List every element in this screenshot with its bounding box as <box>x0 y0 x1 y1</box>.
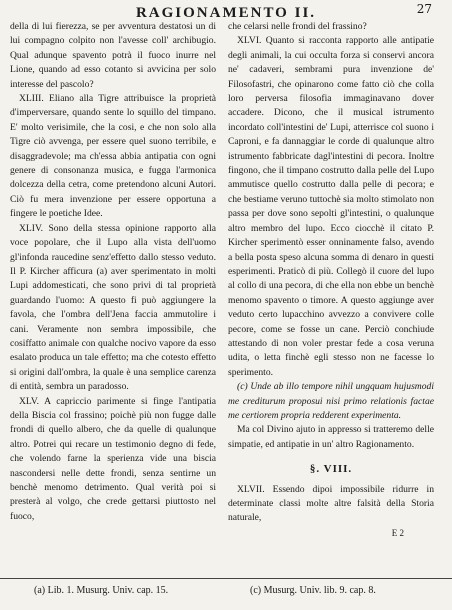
latin-quote: (c) Unde ab illo tempore nihil ungquam hujusmodi me crediturum proposui nisi primo relationis factae me certiorem propria redderent experimenta. <box>228 381 434 421</box>
footnotes <box>0 578 452 605</box>
paragraph-xlv: XLV. A capriccio parimente si finge l'antipatia della Biscia col frassino; poichè più non fugge dalle frondi di quello albero, che da quelle di qualunque altro. Potrei qui recare un testimonio degno di fede, che volendo farne la sperienza vide una biscia nascondersi nelle dette frondi, senza sentirne un benchè menomo detrimento. Qual verità poi si presterà al volgo, che crede gettarsi piuttosto nel fuoco, <box>10 395 216 522</box>
signature-mark: E 2 <box>391 527 404 538</box>
paragraph: che celarsi nelle frondi del frassino? <box>228 21 367 32</box>
page-number: 27 <box>416 2 432 16</box>
paragraph-xliv: XLIV. Sono della stessa opinione rapporto alla voce popolare, che il Lupo alla vista dell'uomo gl'infonda raucedine senz'effetto dallo stesso veduto. Il P. Kircher afficura (a) aver sperimentato in molti Lupi addomesticati, che sono privi di tal proprietà guardando l'uomo: A questo fi può aggiungere la favola, che l'ombra dell'Jena faccia ammutolire i cani. Veramente non sembra impossibile, che cosiffatto animale con qualche nocivo vapore da esso esalato produca un tale effetto; ma che cotesto effetto si origini dall'ombra, la quale è una semplice carenza di entità, sembra un paradosso. <box>10 222 216 393</box>
paragraph: della di lui fierezza, se per avventura destatosi un di lui compagno colpito non l'avesse coll' archibugio. Qual adunque spavento potrà il fuoco inurre nel Lione, quando ad esso cotanto si avvicina per solo interesse del pascolo? <box>10 21 216 90</box>
paragraph-xlvii: XLVII. Essendo dipoi impossibile ridurre in determinate classi molte altre falsità della Storia naturale, <box>228 483 434 524</box>
right-column <box>228 20 434 540</box>
footnote-left: (a) Lib. 1. Musurg. Univ. cap. 15. <box>34 585 169 596</box>
page-header <box>0 2 452 20</box>
paragraph-xlvi: XLVI. Quanto si racconta rapporto alle antipatie degli animali, la cui occulta forza si conservi ancora ne' cadaveri, sembrami pura invenzione de' Filosofastri, che opinarono come fatto ciò che colla loro perversa filosofia immaginavano dover accadere. Dicono, che il musical istrumento incordato coll'intestini de' Lupi, atterrisce col suono i Caproni, e fa dannaggiar le corde di qualunque altro istrumento fabbricate dagl'intestini di pecora. Inoltre fingono, che il timpano costrutto dalla pelle del Lupo ammutisce quello costrutto dalla pelle di pecora; e che bestiame veruno tuttochè sia molto stimolato non passa per dove sono sepolti gl'intestini, o qualunque altro membro del lupo. Ecco ciocchè il citato P. Kircher sperimentò esser onninamente falso, avendo a bella posta speso alcuna somma di denaro in questi esperimenti. Praticò di più. Collegò il cuore del lupo al collo di una pecora, di che ella non ebbe un benchè menomo spavento o timore. A questo aggiunge aver veduto certo lupacchino avvezzo a convivere colle pecore, come se fosse un cane. Perciò conchiude attestando di non voler prestar fede a cosa veruna udita, o letta finchè egli stesso non ne facesse lo sperimento. <box>228 35 434 378</box>
paragraph-closing: Ma col Divino ajuto in appresso si tratteremo delle simpatie, ed antipatie in un' altro Ragionamento. <box>228 424 434 450</box>
paragraph-xliii: XLIII. Eliano alla Tigre attribuisce la proprietà d'imperversare, quando sente lo squillo del timpano. E' molto verisimile, che la cosi, e che non solo alla Tigre ciò avvenga, per essere quel suono terribile, e disaggradevole; ma ch'essa abbia antipatia con ogni genere di consonanza musica, e fugga l'armonica dolcezza della cetra, come pretendono alcuni Autori. Ciò fu mera invenzione per essere opportuna a fingere le poetiche Idee. <box>10 93 216 220</box>
section-title: §. VIII. <box>309 463 353 476</box>
running-title: RAGIONAMENTO II. <box>135 5 317 21</box>
left-column <box>10 20 216 524</box>
footnote-right: (c) Musurg. Univ. lib. 9. cap. 8. <box>250 585 376 596</box>
